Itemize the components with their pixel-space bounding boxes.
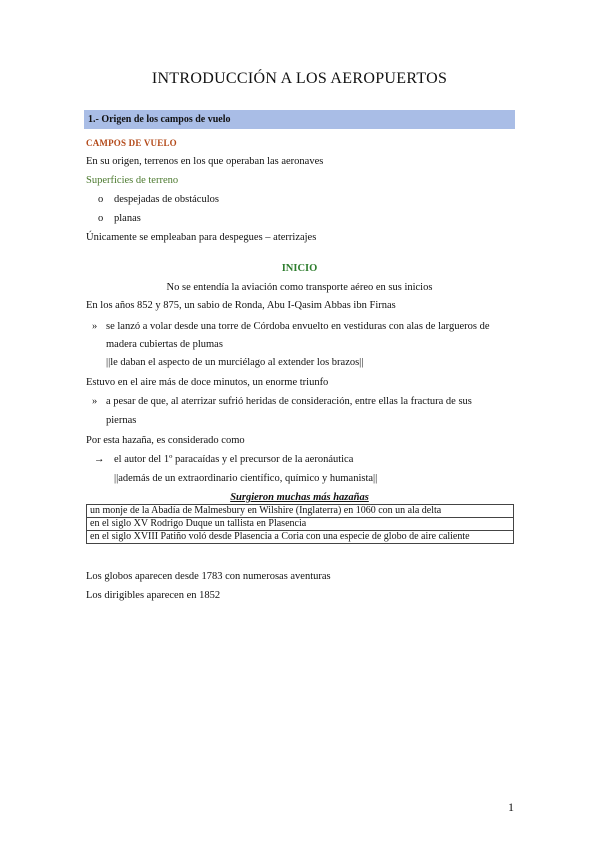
hazana-text: Por esta hazaña, es considerado como [86, 435, 245, 446]
section-heading: 1.- Origen de los campos de vuelo [84, 110, 515, 129]
aire-text: Estuvo en el aire más de doce minutos, un enorme triunfo [86, 377, 329, 388]
bullet-2-line-1: a pesar de que, al aterrizar sufrió heridas de consideración, entre ellas la fractura de sus [106, 396, 472, 407]
superficies-text: Superficies de terreno [86, 175, 179, 186]
table-row [87, 505, 514, 518]
table-row [87, 531, 514, 544]
table-title: Surgieron muchas más hazañas [230, 492, 369, 503]
list-item-text: despejadas de obstáculos [114, 194, 219, 205]
table-cell: un monje de la Abadía de Malmesbury en Wilshire (Inglaterra) en 1060 con un ala delta [87, 505, 514, 518]
dirigibles-text: Los dirigibles aparecen en 1852 [86, 590, 221, 601]
chevron-bullet: » [92, 321, 98, 332]
autor-text: el autor del 1º paracaídas y el precursor de la aeronáutica [114, 454, 354, 465]
hazanas-table [86, 504, 514, 544]
inicio-heading: INICIO [281, 263, 318, 274]
campos-heading: CAMPOS DE VUELO [86, 138, 177, 148]
ademas-text: ||además de un extraordinario científico, químico y humanista|| [114, 473, 378, 484]
globos-text: Los globos aparecen desde 1783 con numerosas aventuras [86, 571, 331, 582]
bullet-1-line-2: madera cubiertas de plumas [106, 339, 223, 350]
list-item-text: planas [114, 213, 141, 224]
list-item [98, 212, 141, 225]
table-row [87, 518, 514, 531]
arrow-icon: → [94, 454, 105, 465]
bullet-2-line-2: piernas [106, 415, 137, 426]
inicio-intro-text: No se entendía la aviación como transporte aéreo en sus inicios [166, 282, 433, 293]
campos-origin-text: En su origen, terrenos en los que operaban las aeronaves [86, 156, 324, 167]
page-title: INTRODUCCIÓN A LOS AEROPUERTOS [151, 70, 448, 87]
chevron-bullet: » [92, 396, 98, 407]
inicio-years-text: En los años 852 y 875, un sabio de Ronda, Abu I-Qasim Abbas ibn Firnas [86, 300, 396, 311]
table-cell: en el siglo XV Rodrigo Duque un tallista en Plasencia [87, 518, 514, 531]
list-item [98, 193, 219, 206]
bullet-marker: o [98, 194, 104, 205]
table-cell: en el siglo XVIII Patiño voló desde Plasencia a Coria con una especie de globo de aire caliente [87, 531, 514, 544]
bullet-1-line-3: ||le daban el aspecto de un murciélago al extender los brazos|| [106, 357, 364, 368]
bullet-marker: o [98, 213, 104, 224]
bullet-1-line-1: se lanzó a volar desde una torre de Córdoba envuelto en vestiduras con alas de largueros de [106, 321, 490, 332]
page-number: 1 [508, 800, 514, 814]
campos-usage-text: Únicamente se empleaban para despegues – aterrizajes [86, 232, 317, 243]
